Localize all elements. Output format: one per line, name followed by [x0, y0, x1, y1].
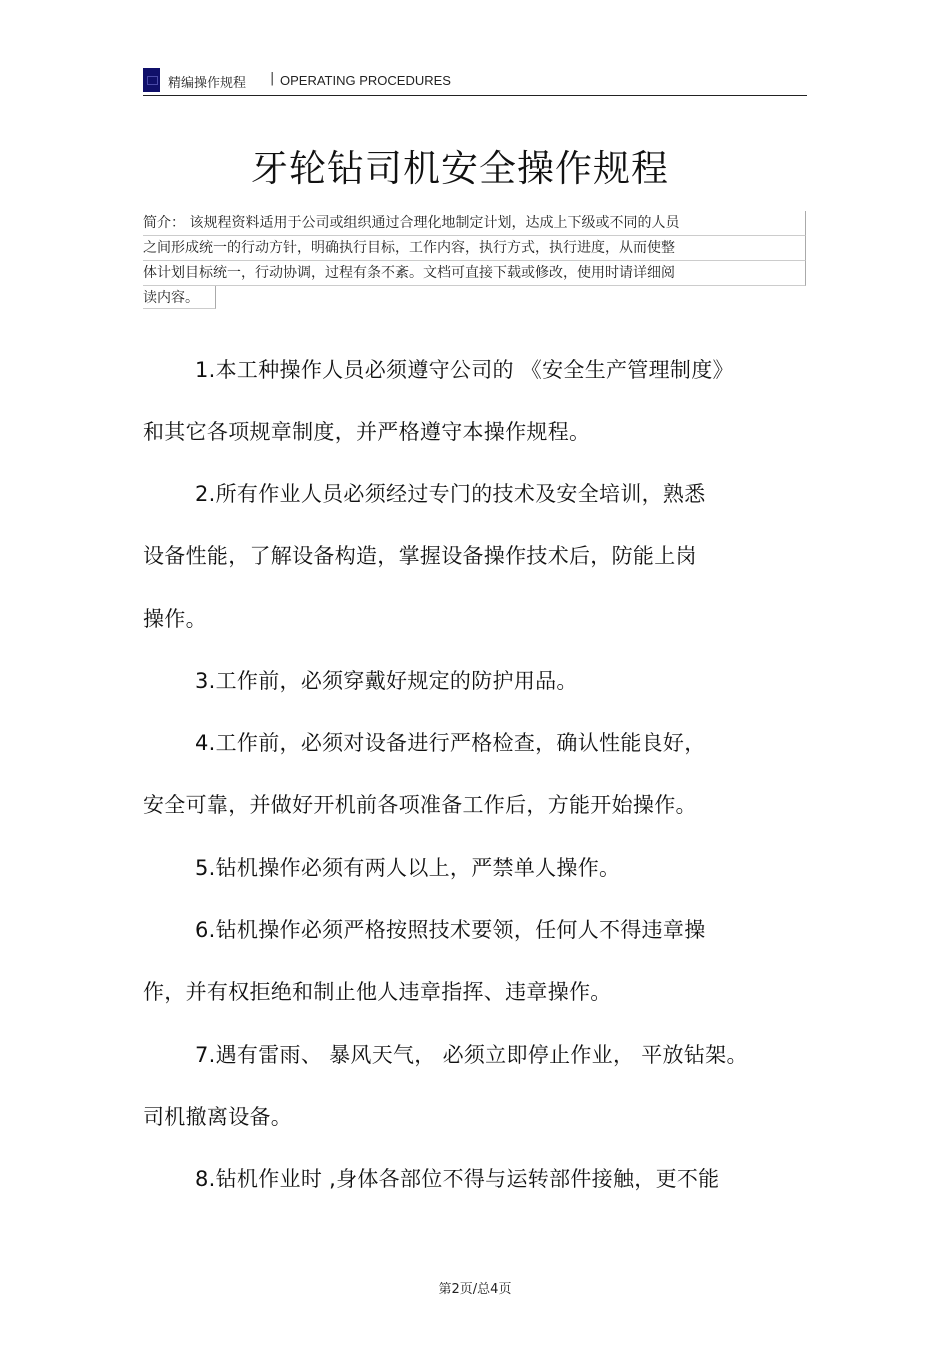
body-line: 作，并有权拒绝和制止他人违章指挥、违章操作。	[143, 980, 612, 1004]
summary-line: 之间形成统一的行动方针，明确执行目标，工作内容，执行方式，执行进度，从而使整	[143, 240, 675, 256]
body-line: 6.钻机操作必须严格按照技术要领，任何人不得违章操	[195, 918, 706, 942]
body-line: 7.遇有雷雨、 暴风天气， 必须立即停止作业， 平放钻架。	[195, 1043, 748, 1067]
page-number: 第2页/总4页	[438, 1282, 512, 1297]
header-brand-cn: 精编操作规程	[168, 76, 247, 91]
document-title: 牙轮钻司机安全操作规程	[251, 147, 669, 190]
body-line: 操作。	[143, 607, 207, 631]
body-line: 8.钻机作业时 ,身体各部位不得与运转部件接触，更不能	[195, 1167, 720, 1191]
summary-line: 读内容。	[143, 290, 199, 306]
body-line: 和其它各项规章制度，并严格遵守本操作规程。	[143, 420, 591, 444]
body-line: 3.工作前，必须穿戴好规定的防护用品。	[195, 669, 578, 693]
body-line: 4.工作前，必须对设备进行严格检查，确认性能良好，	[195, 731, 706, 755]
body-line: 5.钻机操作必须有两人以上，严禁单人操作。	[195, 856, 621, 880]
body-line: 司机撤离设备。	[143, 1105, 293, 1129]
header-separator: |	[270, 71, 275, 86]
body-line: 安全可靠，并做好开机前各项准备工作后，方能开始操作。	[143, 793, 697, 817]
header-brand-en: OPERATING PROCEDURES	[280, 73, 451, 88]
body-line: 1.本工种操作人员必须遵守公司的 《安全生产管理制度》	[195, 358, 734, 382]
page-header	[143, 66, 807, 96]
logo-icon	[143, 68, 160, 92]
summary-line: 简介： 该规程资料适用于公司或组织通过合理化地制定计划，达成上下级或不同的人员	[143, 215, 680, 231]
body-line: 2.所有作业人员必须经过专门的技术及安全培训，熟悉	[195, 482, 706, 506]
body-line: 设备性能，了解设备构造，掌握设备操作技术后，防能上岗	[143, 544, 697, 568]
summary-line: 体计划目标统一，行动协调，过程有条不紊。文档可直接下载或修改，使用时请详细阅	[143, 265, 675, 281]
